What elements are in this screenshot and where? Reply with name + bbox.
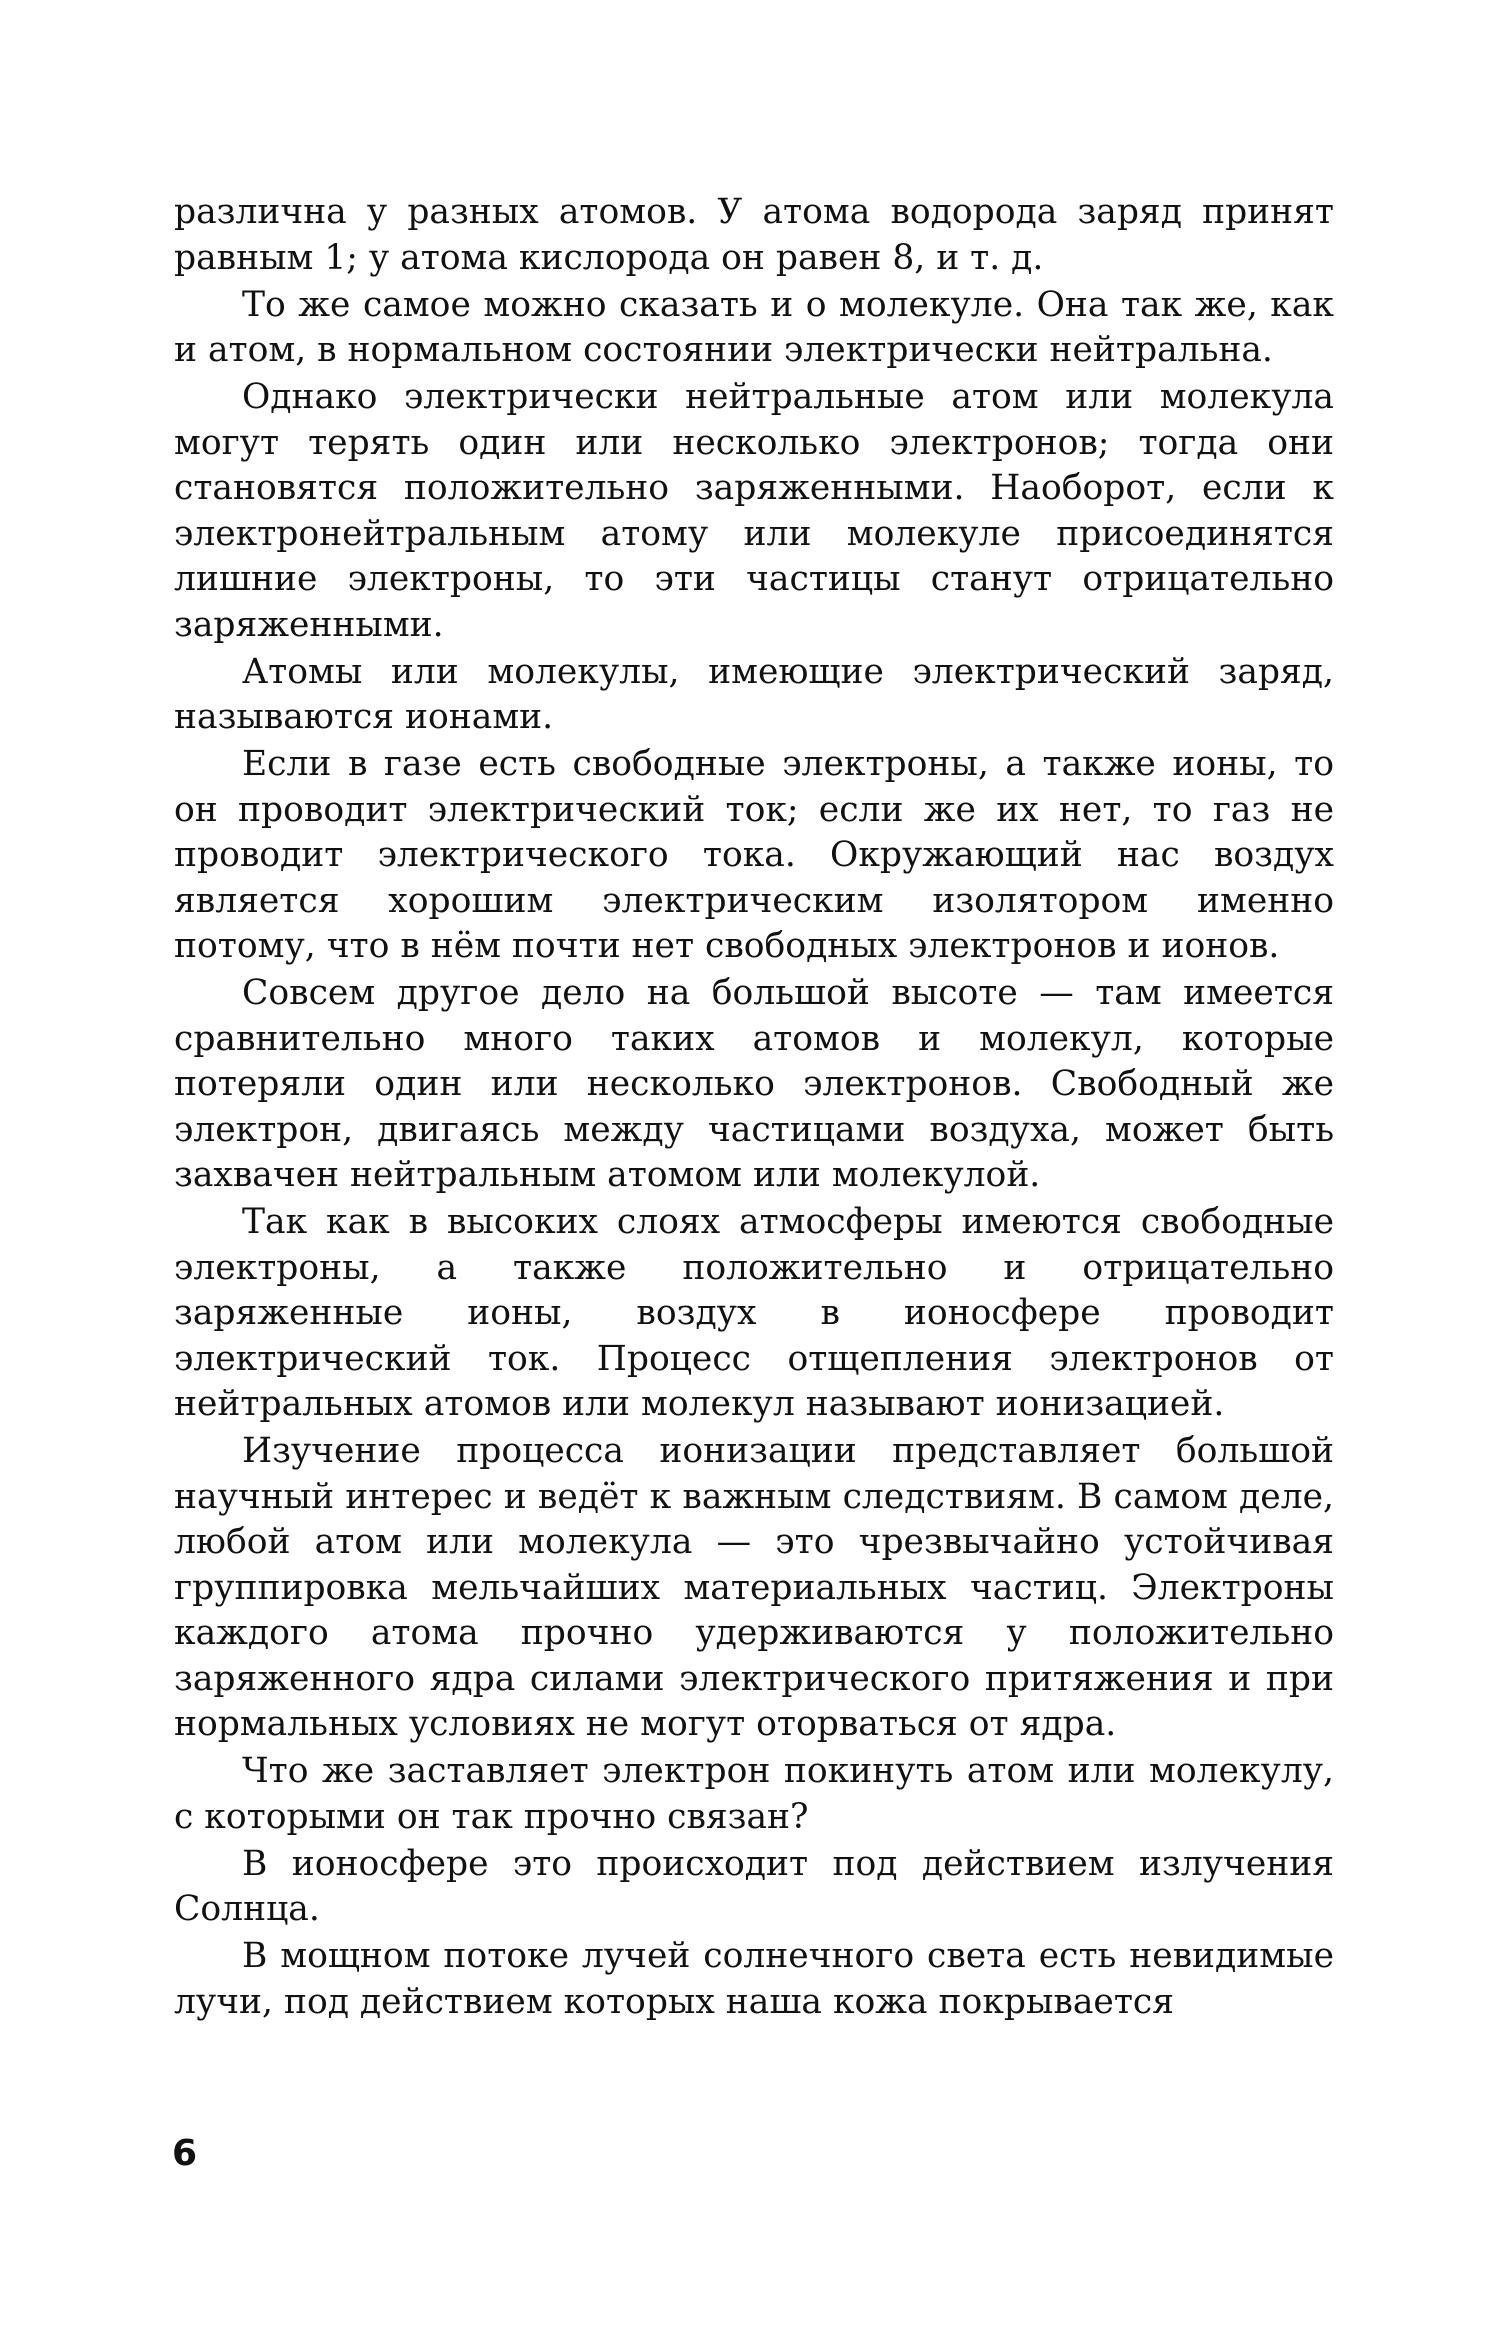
paragraph-9: Что же заставляет электрон покинуть атом или молекулу, с которыми он так прочно связан? (174, 1751, 1334, 1837)
page-number: 6 (172, 2133, 198, 2174)
paragraph-7: Так как в высоких слоях атмосферы имеются свободные электроны, а также положительно и отрицательно заряженные ионы, воздух в ионосфере проводит электрический ток. Процесс отщепления электронов от нейтральных атомов или молекул называют ионизацией. (174, 1202, 1334, 1424)
paragraph-10: В ионосфере это происходит под действием излучения Солнца. (174, 1843, 1334, 1929)
paragraph-1: различна у разных атомов. У атома водорода заряд принят равным 1; у атома кислорода он равен 8, и т. д. (174, 192, 1334, 278)
paragraph-6: Совсем другое дело на большой высоте — там имеется сравнительно много таких атомов и молекул, которые потеряли один или несколько электронов. Свободный же электрон, двигаясь между частицами воздуха, может быть захвачен нейтральным атомом или молекулой. (174, 973, 1334, 1195)
paragraph-8: Изучение процесса ионизации представляет большой научный интерес и ведёт к важным следствиям. В самом деле, любой атом или молекула — это чрезвычайно устойчивая группировка мельчайших материальных частиц. Электроны каждого атома прочно удерживаются у положительно заряженного ядра силами электрического притяжения и при нормальных условиях не могут оторваться от ядра. (174, 1431, 1334, 1744)
paragraph-11: В мощном потоке лучей солнечного света есть невидимые лучи, под действием которых наша кожа покрывается (174, 1936, 1334, 2022)
body-text (174, 190, 1334, 2027)
paragraph-2: То же самое можно сказать и о молекуле. Она так же, как и атом, в нормальном состоянии электрически нейтральна. (174, 284, 1334, 370)
paragraph-4: Атомы или молекулы, имеющие электрический заряд, называются ионами. (174, 651, 1334, 737)
paragraph-3: Однако электрически нейтральные атом или молекула могут терять один или несколько электронов; тогда они становятся положительно заряженными. Наоборот, если к электронейтральным атому или молекуле присоединятся лишние электроны, то эти частицы станут отрицательно заряженными. (174, 377, 1334, 645)
paragraph-5: Если в газе есть свободные электроны, а также ионы, то он проводит электрический ток; если же их нет, то газ не проводит электрического тока. Окружающий нас воздух является хорошим электрическим изолятором именно потому, что в нём почти нет свободных электронов и ионов. (174, 744, 1334, 966)
